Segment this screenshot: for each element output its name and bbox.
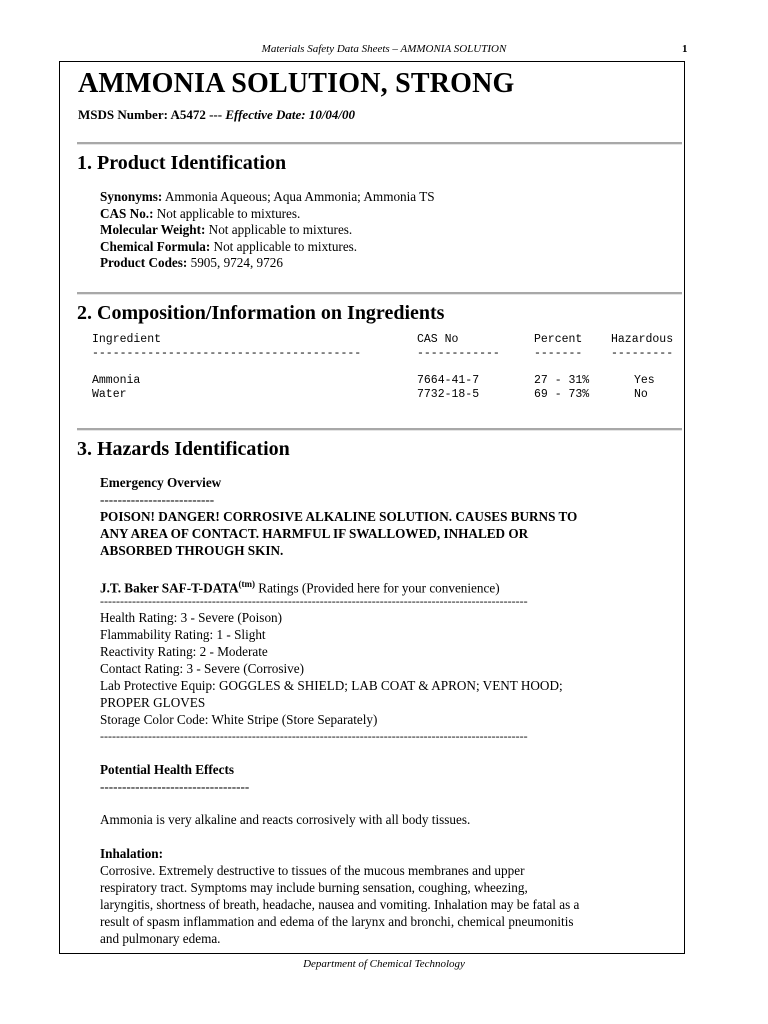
rating-line: Flammability Rating: 1 - Slight	[100, 627, 266, 642]
column-separator: ---------	[611, 347, 674, 360]
rating-line: PROPER GLOVES	[100, 695, 206, 710]
column-separator: -------	[534, 347, 583, 360]
emergency-overview-title: Emergency Overview	[100, 475, 222, 490]
column-separator: ------------	[417, 347, 500, 360]
field-synonyms: Synonyms: Ammonia Aqueous; Aqua Ammonia; Ammonia TS	[100, 189, 435, 204]
table-cell: 27 - 31%	[534, 374, 590, 387]
saf-t-data-line: J.T. Baker SAF-$T-DATA^{(tm)}$ Ratings (Provided here for your convenience)	[100, 579, 500, 596]
emergency-overview-underline: --------------------------	[100, 492, 215, 507]
table-cell: 7664-41-7	[417, 374, 480, 387]
column-header: CAS No	[417, 333, 459, 346]
section-divider	[77, 292, 682, 294]
inhalation-line: Corrosive. Extremely destructive to tissues of the mucous membranes and upper	[100, 863, 525, 878]
rating-line: Reactivity Rating: 2 - Moderate	[100, 644, 268, 659]
table-cell: 69 - 73%	[534, 388, 590, 401]
running-header: Materials Safety Data Sheets – AMMONIA SOLUTION	[261, 43, 507, 55]
table-cell: Ammonia	[92, 374, 141, 387]
document-title: AMMONIA SOLUTION, STRONG	[78, 68, 515, 99]
product-identification-fields	[100, 189, 435, 272]
rating-line: Storage Color Code: White Stripe (Store Separately)	[100, 712, 378, 727]
inhalation-line: laryngitis, shortness of breath, headache, nausea and vomiting. Inhalation may be fatal as a	[100, 897, 580, 912]
column-header: Ingredient	[92, 333, 162, 346]
section-1-heading: 1. Product Identification	[77, 152, 287, 174]
table-cell: Yes	[634, 374, 655, 387]
ratings-top-dashes: -----------------------------------------------------------------------------------------------------------	[100, 594, 528, 608]
health-effects-intro: Ammonia is very alkaline and reacts corrosively with all body tissues.	[100, 812, 471, 827]
table-cell: No	[634, 388, 648, 401]
msds-line	[78, 107, 355, 123]
ratings-bottom-dashes: -----------------------------------------------------------------------------------------------------------	[100, 729, 528, 743]
field-product-codes: Product Codes: 5905, 9724, 9726	[100, 255, 283, 270]
section-divider	[77, 428, 682, 430]
column-header: Percent	[534, 333, 583, 346]
page-footer: Department of Chemical Technology	[303, 958, 465, 970]
table-cell: 7732-18-5	[417, 388, 480, 401]
effective-date: Effective Date: 10/04/00	[225, 107, 356, 122]
inhalation-line: respiratory tract. Symptoms may include burning sensation, coughing, wheezing,	[100, 880, 528, 895]
field-chemical-formula: Chemical Formula: Not applicable to mixtures.	[100, 238, 358, 254]
msds-number: MSDS Number: A5472 ---	[78, 107, 223, 122]
inhalation-line: and pulmonary edema.	[100, 931, 221, 946]
rating-line: Lab Protective Equip: GOGGLES & SHIELD; LAB COAT & APRON; VENT HOOD;	[100, 678, 563, 693]
section-2-heading: 2. Composition/Information on Ingredients	[77, 302, 445, 324]
inhalation-title: Inhalation:	[100, 846, 164, 861]
table-cell: Water	[92, 388, 127, 401]
rating-line: Contact Rating: 3 - Severe (Corrosive)	[100, 661, 304, 676]
warning-line: ABSORBED THROUGH SKIN.	[100, 543, 284, 558]
field-molecular-weight: Molecular Weight: Not applicable to mixtures.	[100, 222, 353, 237]
column-separator: ---------------------------------------	[92, 347, 362, 360]
section-divider	[77, 142, 682, 144]
health-effects-underline: ----------------------------------	[100, 779, 250, 794]
inhalation-line: result of spasm inflammation and edema of the larynx and bronchi, chemical pneumonitis	[100, 914, 574, 929]
section-3-heading: 3. Hazards Identification	[77, 438, 290, 460]
warning-line: POISON! DANGER! CORROSIVE ALKALINE SOLUTION. CAUSES BURNS TO	[100, 509, 578, 524]
column-header: Hazardous	[611, 333, 674, 346]
health-effects-title: Potential Health Effects	[100, 762, 235, 777]
page-frame	[59, 61, 685, 954]
rating-line: Health Rating: 3 - Severe (Poison)	[100, 610, 283, 625]
field-cas-no: CAS No.: Not applicable to mixtures.	[100, 205, 301, 221]
warning-line: ANY AREA OF CONTACT. HARMFUL IF SWALLOWED, INHALED OR	[100, 526, 529, 541]
page-number: 1	[682, 43, 688, 55]
